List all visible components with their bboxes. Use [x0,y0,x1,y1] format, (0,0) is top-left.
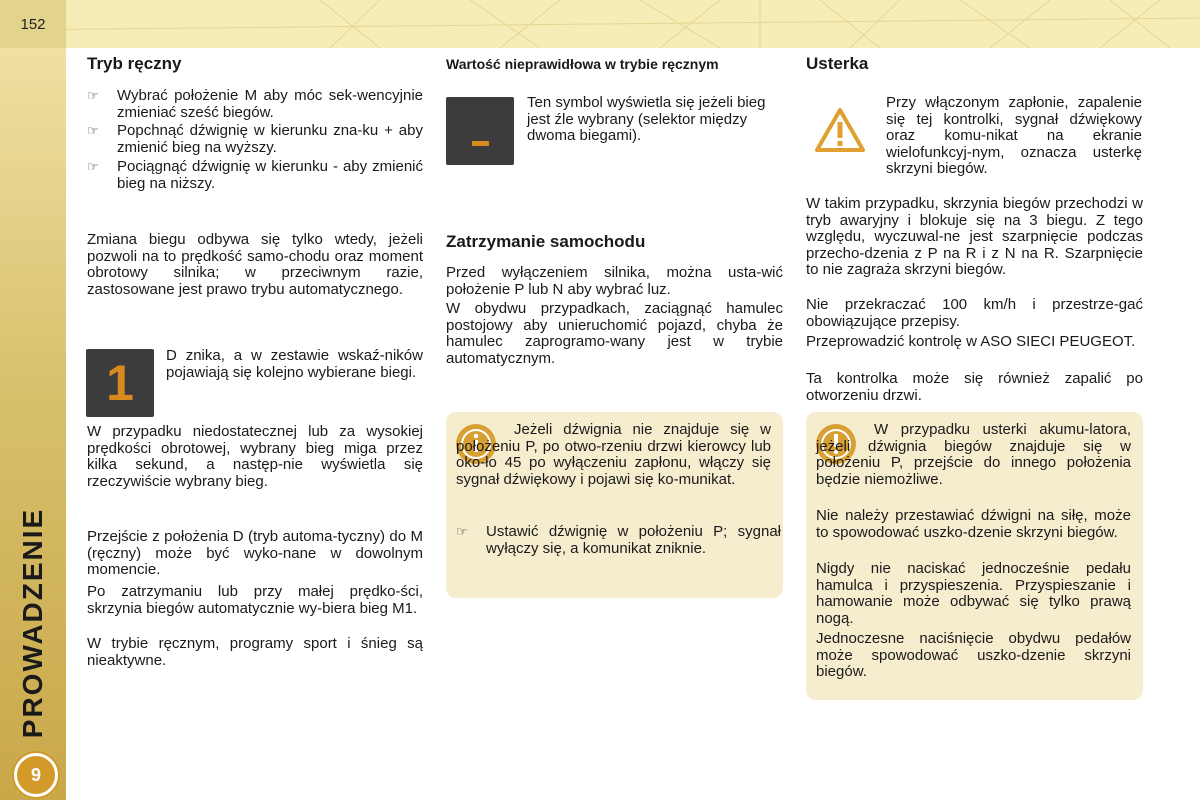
paragraph: Po zatrzymaniu lub przy małej prędko-ści, skrzynia biegów automatycznie wy-biera bieg M1. [87,583,423,617]
gear-display-image [86,349,154,417]
warning-caption: Przy włączonym zapłonie, zapalenie się tej kontrolki, sygnał dźwiękowy oraz komu-nikat na ekranie wielofunkcyj-nym, oznacza usterkę skrzyni biegów. [886,94,1142,177]
bullet-text: Pociągnąć dźwignię w kierunku - aby zmienić bieg na niższy. [117,158,423,192]
page-number: 152 [0,0,66,48]
paragraph: Nie przekraczać 100 km/h i przestrze-gać obowiązujące przepisy. [806,296,1143,330]
display-caption: Ten symbol wyświetla się jeżeli bieg jest źle wybrany (selektor między dwoma biegami). [527,94,766,144]
paragraph: W obydwu przypadkach, zaciągnąć hamulec postojowy aby unieruchomić pojazd, chyba że hamulec zaprogramo-wany jest w trybie automatycznym. [446,300,783,367]
paragraph: W trybie ręcznym, programy sport i śnieg są nieaktywne. [87,635,423,669]
hand-pointer-icon: ☞ [87,123,99,138]
wrong-gear-display-image [446,97,514,165]
list-item [87,123,423,156]
section-heading-wrong-value: Wartość nieprawidłowa w trybie ręcznym [446,56,719,72]
header-bar [0,0,1200,48]
info-panel [446,412,783,598]
dash-icon [472,141,489,146]
info-text: Jeżeli dźwignia nie znajduje się w położeniu P, po otwo-rzeniu drzwi kierowcy lub oko-ło 45 po wyłączeniu zapłonu, włączy się sygnał dźwiękowy i pojawi się ko-munikat. [456,421,771,488]
list-item [87,159,423,192]
paragraph: Zmiana biegu odbywa się tylko wtedy, jeżeli pozwoli na to prędkość samo-chodu oraz moment obrotowy silnika; w przeciwnym razie, zastosowane jest prawo trybu automatycznego. [87,231,423,298]
paragraph: W przypadku niedostatecznej lub za wysokiej prędkości obrotowej, wybrany bieg miga przez kilka sekund, a następ-nie wyświetla się rzeczywiście wybrany bieg. [87,423,423,490]
section-heading-stopping: Zatrzymanie samochodu [446,232,646,251]
alert-text: W przypadku usterki akumu-latora, jeżeli dźwignia biegów znajduje się w położeniu P, przejście do innego położenia będzie niemożliwe. [816,421,1131,488]
hand-pointer-icon: ☞ [87,159,99,174]
list-item [87,88,423,121]
alert-text: Jednoczesne naciśnięcie obydwu pedałów może spowodować uszko-dzenie skrzyni biegów. [816,630,1131,680]
paragraph: Ta kontrolka może się również zapalić po otworzeniu drzwi. [806,370,1143,404]
paragraph: Przed wyłączeniem silnika, można usta-wić położenie P lub N aby wybrać luz. [446,264,783,298]
warning-triangle-icon [814,106,866,154]
section-title: PROWADZENIE [17,507,48,739]
hand-pointer-icon: ☞ [87,88,99,103]
alert-panel [806,412,1143,700]
alert-text: Nigdy nie naciskać jednocześnie pedału hamulca i przyspieszenia. Przyspieszanie i hamowanie może odbywać się tylko prawą nogą. [816,560,1131,627]
hand-pointer-icon: ☞ [456,524,468,539]
bullet-text: Wybrać położenie M aby móc sek-wencyjnie zmieniać sześć biegów. [117,87,423,121]
gear-digit-icon: 1 [106,355,134,411]
bullet-text: Ustawić dźwignię w położeniu P; sygnał wyłączy się, a komunikat zniknie. [486,523,781,557]
paragraph: Przejście z położenia D (tryb automa-tyczny) do M (ręczny) może być wyko-nane w dowolnym momencie. [87,528,423,578]
paragraph: Przeprowadzić kontrolę w ASO SIECI PEUGEOT. [806,333,1136,350]
list-item [456,524,781,557]
display-caption: D znika, a w zestawie wskaź-ników pojawiają się kolejno wybierane biegi. [166,347,423,381]
section-heading-manual-mode: Tryb ręczny [87,54,182,73]
chapter-badge: 9 [14,753,58,797]
alert-text: Nie należy przestawiać dźwigni na siłę, może to spowodować uszko-dzenie skrzyni biegów. [816,507,1131,541]
sidebar [0,48,66,800]
bullet-text: Popchnąć dźwignię w kierunku zna-ku + aby zmienić bieg na wyższy. [117,122,423,156]
section-heading-fault: Usterka [806,54,869,73]
paragraph: W takim przypadku, skrzynia biegów przechodzi w tryb awaryjny i blokuje się na 3 biegu. Z tego względu, wyczuwal-ne jest szarpnięcie podczas przecho-dzenia z P na R i z N na R. Szarpnięcie to nie zagraża skrzyni biegów. [806,195,1143,278]
header-pattern [0,0,1200,48]
